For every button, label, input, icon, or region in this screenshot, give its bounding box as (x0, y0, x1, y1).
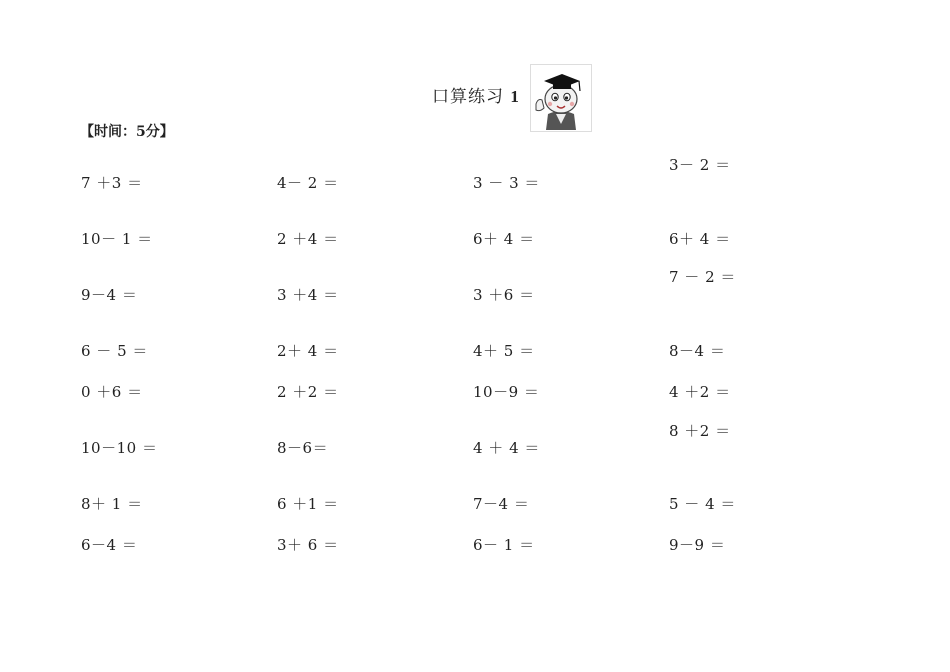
problem: 6－4 ＝ (81, 536, 138, 554)
problem: 3＋ 6 ＝ (277, 536, 339, 554)
problem: 10－9 ＝ (473, 383, 540, 401)
scholar-mascot-icon (530, 64, 592, 132)
problem: 2＋ 4 ＝ (277, 342, 339, 360)
time-limit (80, 121, 174, 141)
problem: 8－4 ＝ (669, 342, 726, 360)
problem: 8＋ 1 ＝ (81, 495, 143, 513)
worksheet-title (432, 82, 520, 107)
problem: 9－9 ＝ (669, 536, 726, 554)
problem: 6 ＋1 ＝ (277, 495, 339, 513)
problem: 4－ 2 ＝ (277, 174, 339, 192)
problem: 6 － 5 ＝ (81, 342, 148, 360)
problem: 3 ＋4 ＝ (277, 286, 339, 304)
problem: 4 ＋2 ＝ (669, 383, 731, 401)
problem: 3 － 3 ＝ (473, 174, 540, 192)
problem: 0 ＋6 ＝ (81, 383, 143, 401)
title-number: 1 (510, 87, 520, 106)
problem: 4 ＋ 4 ＝ (473, 439, 540, 457)
time-value: 5 (136, 124, 146, 140)
problem: 3－ 2 ＝ (669, 156, 731, 174)
problem: 7 － 2 ＝ (669, 268, 736, 286)
problem: 6＋ 4 ＝ (473, 230, 535, 248)
problem: 6－ 1 ＝ (473, 536, 535, 554)
problem: 2 ＋4 ＝ (277, 230, 339, 248)
problem: 10－10 ＝ (81, 439, 158, 457)
title-text: 口算练习 (432, 87, 504, 107)
problem: 3 ＋6 ＝ (473, 286, 535, 304)
time-label: 【时间： (80, 124, 136, 140)
problem: 7－4 ＝ (473, 495, 530, 513)
problem: 8 ＋2 ＝ (669, 422, 731, 440)
time-unit: 分】 (145, 124, 174, 140)
problem: 8－6＝ (277, 439, 329, 457)
problem: 9－4 ＝ (81, 286, 138, 304)
problem: 6＋ 4 ＝ (669, 230, 731, 248)
problem: 7 ＋3 ＝ (81, 174, 143, 192)
problem: 4＋ 5 ＝ (473, 342, 535, 360)
problem: 2 ＋2 ＝ (277, 383, 339, 401)
problem: 10－ 1 ＝ (81, 230, 153, 248)
problem: 5 － 4 ＝ (669, 495, 736, 513)
